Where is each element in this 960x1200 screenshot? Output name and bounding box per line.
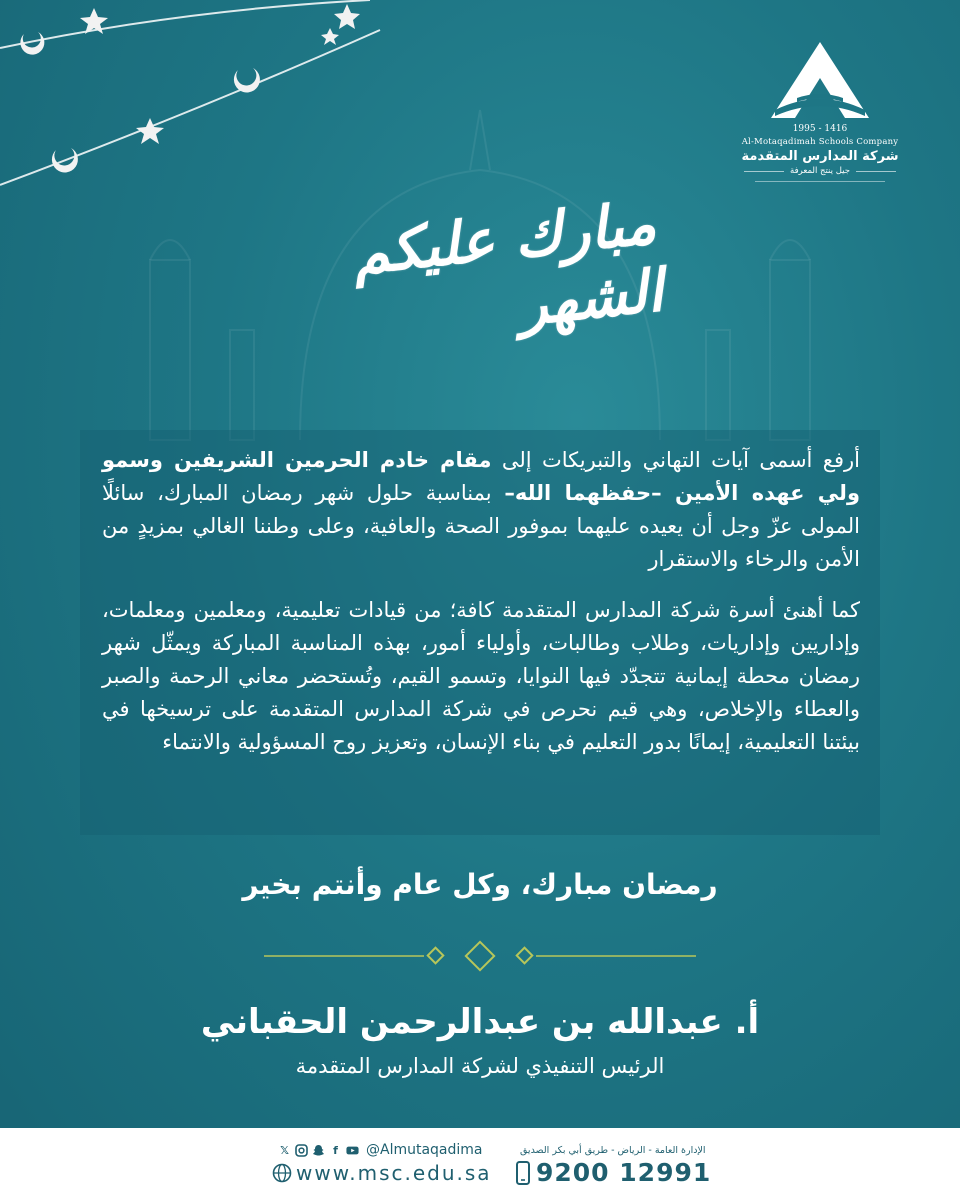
- x-icon[interactable]: 𝕏: [280, 1143, 289, 1157]
- star-icon: [321, 28, 339, 45]
- minaret-right-outline: [770, 260, 810, 440]
- address-text: الإدارة العامة - الرياض - طريق أبي بكر الصديق: [520, 1145, 706, 1156]
- ornamental-divider: [264, 936, 696, 976]
- minaret-left-outline: [150, 260, 190, 440]
- diamond-icon: [517, 948, 533, 964]
- logo-years: 1995 - 1416: [792, 124, 848, 134]
- logo-name-english: Al-Motaqadimah Schools Company: [741, 137, 899, 147]
- logo-name-arabic: شركة المدارس المتقدمة: [741, 149, 899, 164]
- star-icon: [136, 118, 164, 144]
- footer: [0, 1128, 960, 1200]
- ramadan-calligraphy: [300, 130, 667, 420]
- crescent-moon-icon: [234, 68, 260, 92]
- crescent-moon-icon: [20, 32, 44, 55]
- diamond-icon: [428, 948, 444, 964]
- message-box: [80, 430, 880, 835]
- closing-greeting: رمضان مبارك، وكل عام وأنتم بخير: [242, 868, 718, 901]
- phone-number[interactable]: 9200 12991: [536, 1158, 712, 1187]
- logo-a-mark-icon: [765, 40, 875, 122]
- facebook-icon[interactable]: f: [333, 1143, 338, 1157]
- snapchat-icon[interactable]: [312, 1144, 325, 1157]
- globe-icon: [272, 1163, 292, 1183]
- message-paragraph-2: كما أهنئ أسرة شركة المدارس المتقدمة كافة؛ من قيادات تعليمية، ومعلمين ومعلمات، وإداريين وإداريات، وطلاب وطالبات، وأولياء أمور، بهذه المناسبة المباركة ويمثّل شهر رمضان محطة إيمانية تتجدّد فيها النوايا، وتسمو القيم، وتُستحضر معاني الرحمة والصبر والعطاء والإخلاص، وهي قيم نحرص في شركة المدارس المتقدمة على ترسيخها في بيئتنا التعليمية، إيمانًا بدور التعليم في بناء الإنسان، وتعزيز روح المسؤولية والانتماء: [102, 598, 860, 754]
- message-paragraph-1-intro: أرفع أسمى آيات التهاني والتبريكات إلى: [491, 448, 860, 472]
- instagram-icon[interactable]: [295, 1144, 308, 1157]
- message-paragraph-1-rest: بمناسبة حلول شهر رمضان المبارك، سائلًا المولى عزّ وجل أن يعيده عليهما بموفور الصحة والعافية، وعلى وطننا الغالي بمزيدٍ من الأمن والرخاء والاستقرار: [102, 481, 860, 571]
- social-handle[interactable]: @Almutaqadima: [366, 1142, 483, 1158]
- message-paragraph-1: [102, 444, 860, 576]
- message-paragraph-1-bold: مقام خادم الحرمين الشريفين وسمو ولي عهده الأمين –حفظهما الله–: [102, 448, 860, 505]
- phone-contact[interactable]: [516, 1158, 711, 1187]
- website-link[interactable]: [272, 1161, 492, 1185]
- logo-tagline: [720, 166, 920, 176]
- social-links: [278, 1142, 483, 1158]
- website-url[interactable]: www.msc.edu.sa: [296, 1161, 492, 1185]
- signer-name: أ. عبدالله بن عبدالرحمن الحقباني: [200, 1002, 760, 1042]
- star-icon: [334, 4, 360, 29]
- signer-title: الرئيس التنفيذي لشركة المدارس المتقدمة: [295, 1054, 665, 1078]
- logo-underline: [755, 181, 885, 182]
- logo-tagline-text: جيل ينتج المعرفة: [790, 166, 850, 176]
- diamond-icon: [466, 942, 494, 970]
- calligraphy-text: مبارك عليكم الشهر: [349, 188, 667, 339]
- mobile-phone-icon: [516, 1161, 530, 1185]
- youtube-icon[interactable]: [346, 1144, 359, 1157]
- company-logo: [720, 40, 920, 182]
